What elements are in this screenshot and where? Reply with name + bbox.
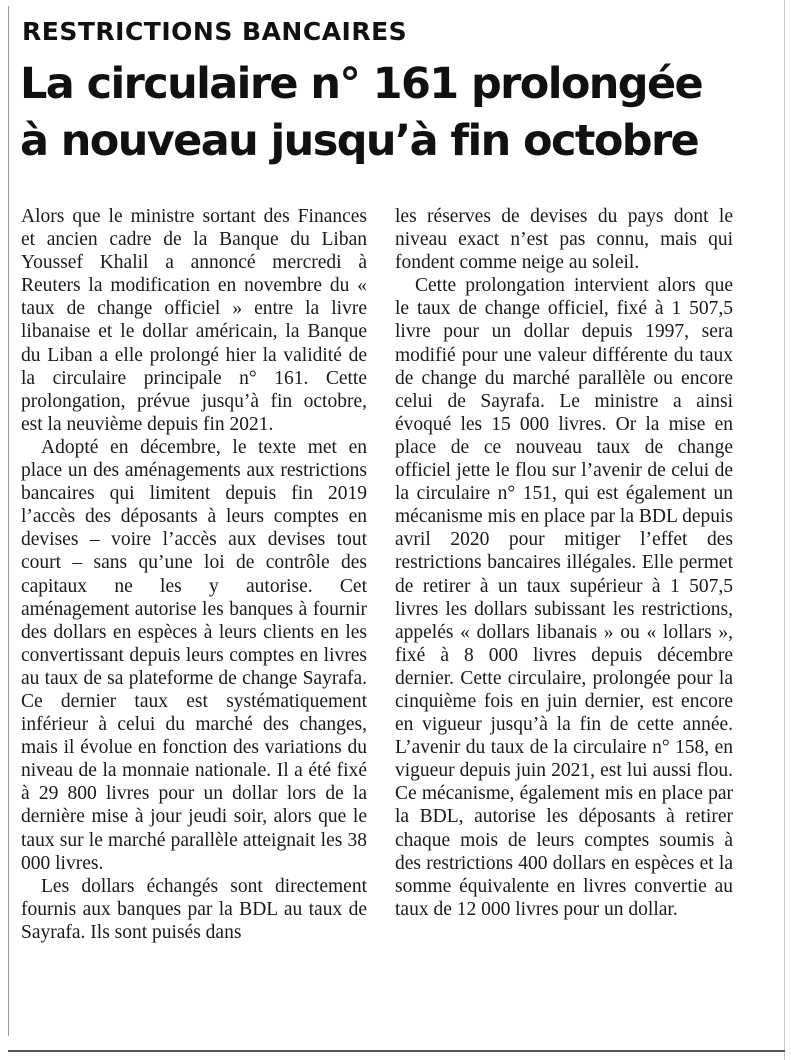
headline-line-2: à nouveau jusqu’à fin octobre — [20, 116, 699, 166]
article-column-left — [21, 205, 367, 944]
paragraph-1: Alors que le ministre sortant des Finances et ancien cadre de la Banque du Liban Youssef Khalil a annoncé mercredi à Reuters la modification en novembre du « taux de change officiel » entre la livre libanaise et le dollar américain, la Banque du Liban a elle prolongé hier la validité de la circulaire principale n° 161. Cette prolongation, prévue jusqu’à fin octobre, est la neuvième depuis fin 2021. — [21, 206, 367, 435]
article-column-right — [395, 205, 733, 921]
paragraph-3-start: Les dollars échangés sont directement fournis aux banques par la BDL au taux de Sayrafa. Ils sont puisés dans — [21, 875, 367, 943]
paragraph-2: Adopté en décembre, le texte met en place un des aménagements aux restrictions bancaires qui limitent depuis fin 2019 l’accès des déposants à leurs comptes en devises – voire l’accès aux devises tout court – sans qu’une loi de contrôle des capitaux ne les y autorise. Cet aménagement autorise les banques à fournir des dollars en espèces à leurs clients en les convertissant depuis leurs comptes en livres au taux de sa plateforme de change Sayrafa. Ce dernier taux est systématiquement inférieur à celui du marché des changes, mais il évolue en fonction des variations du niveau de la monnaie nationale. Il a été fixé à 29 800 livres pour un dollar lors de la dernière mise à jour jeudi soir, alors que le taux sur le marché parallèle atteignait les 38 000 livres. — [21, 436, 367, 874]
paragraph-4: Cette prolongation intervient alors que le taux de change officiel, fixé à 1 507,5 livre pour un dollar depuis 1997, sera modifié pour une valeur différente du taux de change du marché parallèle ou encore celui de Sayrafa. Le ministre a ainsi évoqué les 15 000 livres. Or la mise en place de ce nouveau taux de change officiel jette le flou sur l’avenir de celui de la circulaire n° 151, qui est également un mécanisme mis en place par la BDL depuis avril 2020 pour mitiger l’effet des restrictions bancaires illégales. Elle permet de retirer à un taux supérieur à 1 507,5 livres les dollars subissant les restrictions, appelés « dollars libanais » ou « lollars », fixé à 8 000 livres depuis décembre dernier. Cette circulaire, prolongée pour la cinquième fois en juin dernier, est encore en vigueur jusqu’à la fin de cette année. L’avenir du taux de la circulaire n° 158, en vigueur depuis juin 2021, est lui aussi flou. Ce mécanisme, également mis en place par la BDL, autorise les déposants à retirer chaque mois de leurs comptes soumis à des restrictions 400 dollars en espèces et la somme équivalente en livres convertie au taux de 12 000 livres pour un dollar. — [395, 275, 733, 920]
column-rule-left — [8, 6, 9, 1036]
bottom-rule — [8, 1050, 785, 1052]
page-edge-rule — [784, 0, 785, 1060]
paragraph-3-continued: les réserves de devises du pays dont le niveau exact n’est pas connu, mais qui fondent comme neige au soleil. — [395, 206, 733, 274]
section-rubric: RESTRICTIONS BANCAIRES — [22, 17, 408, 46]
headline-line-1: La circulaire n° 161 prolongée — [20, 59, 703, 109]
article-headline — [20, 56, 780, 170]
